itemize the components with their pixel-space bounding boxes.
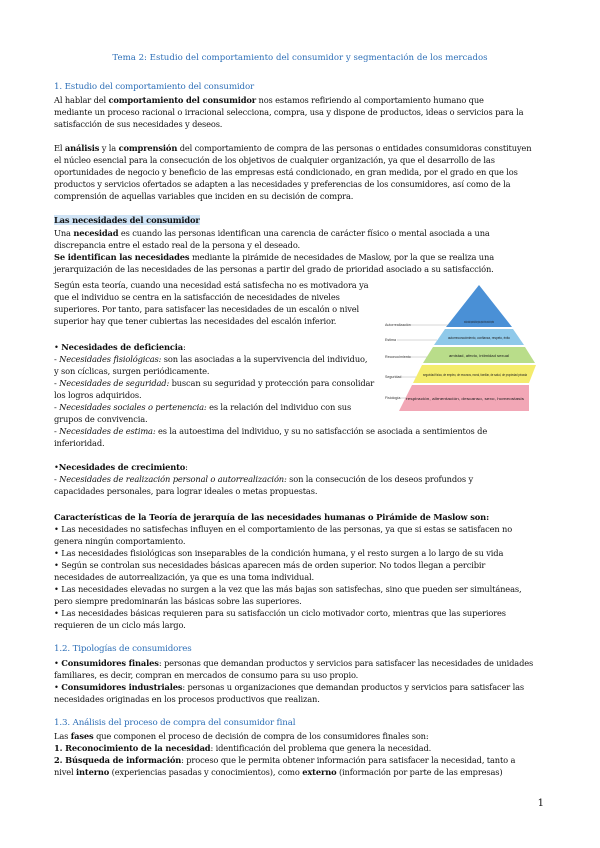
pyramid-text-level-3: amistad, afecto, intimidad sexual [449,354,510,358]
section-1-para-1-line-1: Al hablar del comportamiento del consumidor nos estamos refiriendo al comportamiento humano que [54,95,484,105]
needs-heading: Las necesidades del consumidor [54,215,200,225]
section-1-para-2-line-3: oportunidades de negocio y beneficio de las empresas está condicionado, en gran medida, por el grado en que los [54,167,518,177]
deficit-safety-line-2: los logros adquiridos. [54,390,142,400]
pyramid-label-seguridad: Seguridad [385,375,402,379]
deficit-physiological-line-1: - Necesidades fisiológicas: son las asociadas a la supervivencia del individuo, [54,354,368,364]
growth-line-1: - Necesidades de realización personal o autorrealización: son la consecución de los deseos profundos y [54,474,474,484]
section-1-para-2-line-2: el núcleo esencial para la consecución de los objetivos de cualquier organización, ya que el desarrollo de las [54,155,495,165]
pyramid-label-estima: Estima [385,338,396,342]
needs-line-7: superiores. Por tanto, para satisfacer las necesidades de un escalón o nivel [54,304,360,314]
s12-final-line-2: familiares, es decir, compran en mercados de consumo para su uso propio. [54,670,359,680]
needs-line-1: Una necesidad es cuando las personas identifican una carencia de carácter físico o mental asociada a una [54,228,490,238]
needs-line-5: Según esta teoría, cuando una necesidad está satisfecha no es motivadora ya [54,280,369,290]
pyramid-text-level-4: seguridad física, de empleo, de recursos, moral, familiar, de salud, de propiedad privada [423,373,528,377]
s13-line-3: 2. Búsqueda de información: proceso que le permita obtener información para satisfacer la necesidad, tanto a [54,755,516,765]
page-number: 1 [537,798,544,809]
traits-line-9: requieren de un ciclo más largo. [54,620,186,630]
document-title: Tema 2: Estudio del comportamiento del consumidor y segmentación de los mercados [112,53,488,63]
s12-final-line-1: • Consumidores finales: personas que demandan productos y servicios para satisfacer las necesidades de unidades [54,658,534,668]
traits-line-5: necesidades de autorrealización, ya que es una toma individual. [54,572,314,582]
traits-heading: Características de la Teoría de jerarquía de las necesidades humanas o Pirámide de Maslow son: [54,512,489,522]
s12-industrial-line-1: • Consumidores industriales: personas u organizaciones que demandan productos y servicios para satisfacer las [54,682,524,692]
traits-line-1: • Las necesidades no satisfechas influyen en el comportamiento de las personas, ya que si estas se satisfacen no [54,524,513,534]
traits-line-4: • Según se controlan sus necesidades básicas aparecen más de orden superior. No todos llegan a percibir [54,560,486,570]
traits-line-7: pero siempre predominarán las básicas sobre las superiores. [54,596,302,606]
section-1-para-2-line-1: El análisis y la comprensión del comportamiento de compra de las personas o entidades consumidoras constituyen [54,143,532,153]
section-1-heading: 1. Estudio del comportamiento del consumidor [54,82,255,92]
needs-line-2: discrepancia entre el estado real de la persona y el deseado. [54,240,301,250]
traits-line-3: • Las necesidades fisiológicas son inseparables de la condición humana, y el resto surgen a lo largo de su vida [54,548,504,558]
section-1-para-2-line-4: productos y servicios ofertados se adapten a las necesidades y preferencias de los consumidores, así como de la [54,179,511,189]
deficit-social-line-1: - Necesidades sociales o pertenencia: es la relación del individuo con sus [54,402,352,412]
pyramid-text-level-1: moralidad, creatividad, espontaneidad, falta de prejuicios, aceptación de hechos, resolución de problemas [464,320,495,324]
section-1-3-heading: 1.3. Análisis del proceso de compra del consumidor final [54,718,296,728]
needs-line-8: superior hay que tener cubiertas las necesidades del escalón inferior. [54,316,337,326]
deficit-social-line-2: grupos de convivencia. [54,414,148,424]
traits-line-2: genera ningún comportamiento. [54,536,186,546]
deficit-esteem-line-2: inferioridad. [54,438,105,448]
deficit-heading: • Necesidades de deficiencia: [54,342,186,352]
pyramid-label-reconocimiento: Reconocimiento [385,355,411,359]
section-1-para-1-line-3: satisfacción de sus necesidades y deseos. [54,119,223,129]
pyramid-label-fisiologia: Fisiología [385,396,401,400]
s13-line-2: 1. Reconocimiento de la necesidad: identificación del problema que genera la necesidad. [54,743,432,753]
s13-line-1: Las fases que componen el proceso de decisión de compra de los consumidores finales son: [54,731,429,741]
traits-line-8: • Las necesidades básicas requieren para su satisfacción un ciclo motivador corto, mientras que las superiores [54,608,506,618]
needs-line-6: que el individuo se centra en la satisfacción de necesidades de niveles [54,292,340,302]
growth-line-2: capacidades personales, para lograr ideales o metas propuestas. [54,486,318,496]
needs-line-3: Se identifican las necesidades mediante la pirámide de necesidades de Maslow, por la que se realiza una [54,252,494,262]
growth-heading: •Necesidades de crecimiento: [54,462,188,472]
needs-line-4: jerarquización de las necesidades de las personas a partir del grado de prioridad asociado a su satisfacción. [54,264,494,274]
pyramid-text-level-2: autorreconocimiento, confianza, respeto, éxito [448,336,511,340]
section-1-para-2-line-5: comprensión de aquellas variables que inciden en su decisión de compra. [54,191,354,201]
section-1-para-1-line-2: mediante un proceso racional o irracional selecciona, compra, usa y dispone de productos, ideas o servicios para la [54,107,524,117]
traits-line-6: • Las necesidades elevadas no surgen a la vez que las más bajas son satisfechas, sino que pueden ser simultáneas, [54,584,522,594]
s12-industrial-line-2: necesidades originadas en los procesos productivos que realizan. [54,694,320,704]
section-1-2-heading: 1.2. Tipologías de consumidores [54,644,192,654]
s13-line-4: nivel interno (experiencias pasadas y conocimientos), como externo (información por parte de las empresas) [54,767,503,777]
deficit-safety-line-1: - Necesidades de seguridad: buscan su seguridad y protección para consolidar [54,378,375,388]
deficit-esteem-line-1: - Necesidades de estima: es la autoestima del individuo, y su no satisfacción se asociada a sentimientos de [54,426,488,436]
pyramid-text-level-5: respiración, alimentación, descanso, sexo, homeostasis [406,397,525,401]
deficit-physiological-line-2: y son cíclicas, surgen periódicamente. [54,366,210,376]
pyramid-label-autorrealizacion: Autorrealización [385,323,411,327]
